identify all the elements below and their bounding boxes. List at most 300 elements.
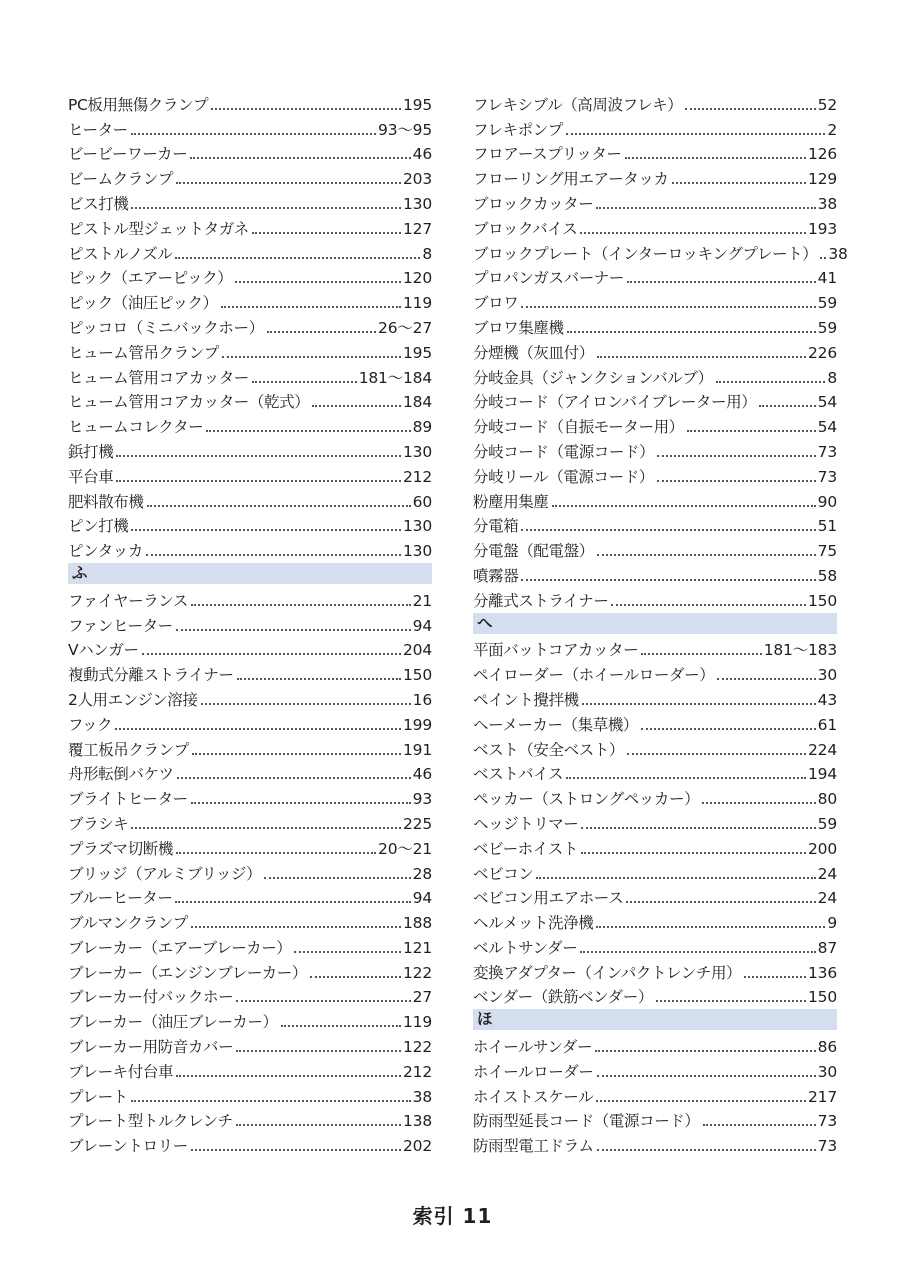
index-entry-page: 127	[403, 219, 432, 238]
index-entry-term: 鋲打機	[68, 442, 114, 461]
index-entry	[68, 1107, 432, 1132]
index-entry-term: ヒュームコレクター	[68, 418, 204, 437]
dot-leader	[759, 405, 815, 407]
index-entry-term: ヘッジトリマー	[473, 814, 579, 833]
index-entry	[68, 1057, 432, 1082]
index-entry-page: 8	[422, 244, 432, 263]
dot-leader	[252, 381, 357, 383]
index-entry-page: 93	[412, 790, 432, 809]
index-entry-page: 27	[412, 988, 432, 1007]
dot-leader	[147, 505, 411, 507]
dot-leader	[236, 1050, 401, 1052]
dot-leader	[146, 554, 401, 556]
index-entry-page: 86	[817, 1038, 837, 1057]
dot-leader	[820, 257, 826, 259]
index-entry-page: 52	[817, 95, 837, 114]
index-entry	[473, 660, 837, 685]
index-entry-term: ブレーカー（エンジンブレーカー）	[68, 963, 307, 982]
index-entry-page: 24	[817, 889, 837, 908]
index-entry-page: 51	[817, 517, 837, 536]
index-entry-page: 181～183	[763, 641, 837, 660]
index-entry	[68, 115, 432, 140]
index-entry	[68, 636, 432, 661]
index-entry-page: 130	[403, 442, 432, 461]
dot-leader	[267, 331, 376, 333]
index-entry-term: 分岐金具（ジャンクションバルブ）	[473, 368, 713, 387]
index-entry	[473, 1131, 837, 1156]
dot-leader	[176, 852, 376, 854]
index-entry	[68, 660, 432, 685]
index-entry-term: 防雨型電工ドラム	[473, 1137, 594, 1156]
dot-leader	[235, 281, 401, 283]
index-entry	[473, 983, 837, 1008]
dot-leader	[175, 901, 410, 903]
index-entry-page: 200	[808, 839, 837, 858]
index-entry-page: 43	[817, 690, 837, 709]
index-entry-term: ヒューム管用コアカッター（乾式）	[68, 393, 310, 412]
dot-leader	[221, 306, 401, 308]
dot-leader	[131, 133, 376, 135]
index-entry-page: 204	[403, 641, 432, 660]
index-entry-page: 9	[827, 914, 837, 933]
dot-leader	[264, 877, 410, 879]
index-entry	[68, 760, 432, 785]
index-entry	[68, 1032, 432, 1057]
index-entry	[68, 735, 432, 760]
dot-leader	[596, 1100, 806, 1102]
index-entry-page: 150	[808, 591, 837, 610]
index-entry-page: 59	[817, 814, 837, 833]
dot-leader	[597, 554, 816, 556]
index-entry-term: ベストバイス	[473, 765, 564, 784]
index-entry-page: 30	[817, 666, 837, 685]
index-entry	[68, 908, 432, 933]
index-entry-page: 150	[808, 988, 837, 1007]
index-entry-term: ベルトサンダー	[473, 938, 578, 957]
index-entry-term: プラズマ切断機	[68, 839, 173, 858]
index-entry-page: 26～27	[378, 318, 432, 337]
index-entry-page: 130	[403, 542, 432, 561]
dot-leader	[116, 455, 401, 457]
index-entry-term: ベンダー（鉄筋ベンダー）	[473, 988, 653, 1007]
index-entry-term: 分岐リール（電源コード）	[473, 467, 654, 486]
dot-leader	[657, 480, 816, 482]
index-entry-page: 193	[808, 219, 837, 238]
index-entry-term: ブレーカー（油圧ブレーカー）	[68, 1013, 278, 1032]
index-entry-term: ブルーヒーター	[68, 889, 173, 908]
dot-leader	[582, 703, 816, 705]
dot-leader	[115, 728, 401, 730]
index-entry	[473, 958, 837, 983]
index-entry	[473, 115, 837, 140]
index-entry-page: 119	[403, 1013, 432, 1032]
index-entry-page: 121	[403, 938, 432, 957]
index-entry-page: 150	[403, 666, 432, 685]
page-number-footer: 索引 11	[412, 1204, 493, 1228]
index-entry-term: ブレーキ付台車	[68, 1062, 174, 1081]
index-entry-term: 分離式ストライナー	[473, 591, 609, 610]
index-entry-page: 203	[403, 170, 432, 189]
index-entry	[68, 90, 432, 115]
index-entry	[473, 561, 837, 586]
dot-leader	[281, 1025, 401, 1027]
index-entry-term: 分電盤（配電盤）	[473, 542, 594, 561]
dot-leader	[611, 604, 806, 606]
index-entry-term: ブレーカー付バックホー	[68, 988, 234, 1007]
index-entry	[473, 834, 837, 859]
index-entry-page: 46	[412, 145, 432, 164]
index-entry-term: ブリッジ（アルミブリッジ）	[68, 864, 262, 883]
index-entry-page: 20～21	[378, 839, 432, 858]
index-entry-page: 195	[403, 343, 432, 362]
index-entry	[473, 735, 837, 760]
index-entry-page: 90	[817, 492, 837, 511]
dot-leader	[294, 951, 401, 953]
index-entry	[473, 288, 837, 313]
index-entry	[473, 908, 837, 933]
index-section-header: ほ	[473, 1009, 837, 1030]
index-entry	[68, 313, 432, 338]
index-entry-page: 130	[403, 194, 432, 213]
index-entry-page: 38	[412, 1087, 432, 1106]
index-entry-term: ホイストスケール	[473, 1087, 594, 1106]
index-entry	[473, 140, 837, 165]
index-entry	[473, 536, 837, 561]
dot-leader	[252, 232, 401, 234]
index-entry-page: 122	[403, 963, 432, 982]
index-entry	[473, 784, 837, 809]
index-entry-term: ブレーントロリー	[68, 1137, 188, 1156]
index-entry-page: 41	[817, 269, 837, 288]
index-section-header: へ	[473, 613, 837, 634]
index-entry-page: 73	[817, 442, 837, 461]
index-entry	[473, 636, 837, 661]
index-entry-term: フロアースプリッター	[473, 145, 622, 164]
dot-leader	[521, 579, 815, 581]
index-entry	[68, 264, 432, 289]
index-entry-page: 80	[817, 790, 837, 809]
index-entry-page: 59	[817, 294, 837, 313]
index-entry	[68, 338, 432, 363]
dot-leader	[131, 827, 401, 829]
index-entry-term: ブレーカー用防音カバー	[68, 1038, 234, 1057]
dot-leader	[567, 331, 816, 333]
index-entry-page: 195	[403, 95, 432, 114]
dot-leader	[191, 802, 411, 804]
index-entry-term: 分岐コード（電源コード）	[473, 442, 655, 461]
index-entry	[473, 462, 837, 487]
dot-leader	[310, 976, 401, 978]
index-entry-page: 194	[808, 765, 837, 784]
index-entry-term: 噴霧器	[473, 566, 519, 585]
index-entry	[473, 313, 837, 338]
index-entry-page: 191	[403, 740, 432, 759]
dot-leader	[177, 777, 411, 779]
index-entry-page: 46	[412, 765, 432, 784]
index-entry	[68, 462, 432, 487]
index-entry-term: ベビーホイスト	[473, 839, 578, 858]
index-entry-term: ベビコン用エアホース	[473, 889, 624, 908]
dot-leader	[687, 430, 816, 432]
index-entry-page: 87	[817, 938, 837, 957]
index-entry-term: ブロワ集塵機	[473, 318, 564, 337]
index-entry-term: ブレーカー（エアーブレーカー）	[68, 938, 292, 957]
index-entry-term: プレート型トルクレンチ	[68, 1112, 233, 1131]
index-entry	[473, 388, 837, 413]
index-entry-page: 60	[412, 492, 432, 511]
index-entry-term: フローリング用エアータッカ	[473, 170, 669, 189]
dot-leader	[656, 1000, 806, 1002]
index-entry	[473, 1057, 837, 1082]
index-entry-term: ビームクランプ	[68, 170, 174, 189]
index-entry-page: 181～184	[358, 368, 432, 387]
index-entry-term: ベスト（安全ベスト）	[473, 740, 625, 759]
index-entry-page: 188	[403, 914, 432, 933]
index-entry	[68, 140, 432, 165]
dot-leader	[566, 777, 806, 779]
index-entry	[473, 437, 837, 462]
index-entry-term: ヘーメーカー（集草機）	[473, 715, 639, 734]
dot-leader	[580, 951, 815, 953]
index-entry-term: ピストル型ジェットタガネ	[68, 219, 249, 238]
index-entry	[473, 189, 837, 214]
dot-leader	[237, 678, 401, 680]
index-entry	[68, 288, 432, 313]
index-entry	[473, 760, 837, 785]
index-entry-page: 94	[412, 616, 432, 635]
index-entry	[68, 710, 432, 735]
index-entry	[473, 214, 837, 239]
dot-leader	[131, 207, 401, 209]
dot-leader	[641, 653, 762, 655]
index-entry-term: ホイールサンダー	[473, 1038, 593, 1057]
dot-leader	[625, 157, 806, 159]
index-entry	[68, 363, 432, 388]
dot-leader	[191, 1149, 401, 1151]
index-entry-term: 肥料散布機	[68, 492, 144, 511]
index-entry-page: 129	[808, 170, 837, 189]
index-entry	[68, 809, 432, 834]
index-entry	[68, 784, 432, 809]
dot-leader	[201, 703, 411, 705]
index-entry-page: 58	[817, 566, 837, 585]
index-entry	[68, 1082, 432, 1107]
index-entry-page: 184	[403, 393, 432, 412]
index-entry	[68, 859, 432, 884]
dot-leader	[597, 1149, 816, 1151]
index-entry-page: 21	[412, 591, 432, 610]
dot-leader	[190, 157, 410, 159]
index-entry-term: ビス打機	[68, 194, 129, 213]
index-entry-page: 212	[403, 467, 432, 486]
index-entry-page: 224	[808, 740, 837, 759]
dot-leader	[312, 405, 401, 407]
index-entry-term: 粉塵用集塵	[473, 492, 549, 511]
dot-leader	[744, 976, 806, 978]
index-entry	[68, 437, 432, 462]
index-entry-term: ホイールローダー	[473, 1062, 594, 1081]
dot-leader	[236, 1124, 401, 1126]
dot-leader	[191, 926, 401, 928]
index-entry-term: ヒューム管用コアカッター	[68, 368, 249, 387]
index-section-header: ふ	[68, 563, 432, 584]
index-entry-term: ペッカー（ストロングペッカー）	[473, 790, 700, 809]
dot-leader	[552, 505, 816, 507]
index-entry-term: ピック（油圧ピック）	[68, 294, 218, 313]
index-entry-page: 16	[412, 690, 432, 709]
index-entry-term: 2人用エンジン溶接	[68, 690, 198, 709]
index-entry	[68, 189, 432, 214]
index-entry-term: ビービーワーカー	[68, 145, 188, 164]
index-entry-page: 136	[808, 963, 837, 982]
index-entry	[473, 809, 837, 834]
index-entry-page: 126	[808, 145, 837, 164]
index-entry-term: ブロックバイス	[473, 219, 578, 238]
dot-leader	[142, 653, 401, 655]
index-entry	[473, 1032, 837, 1057]
index-entry-term: ピック（エアーピック）	[68, 269, 233, 288]
index-column-left	[68, 90, 432, 1156]
dot-leader	[211, 108, 401, 110]
index-entry	[68, 487, 432, 512]
index-entry-page: 73	[817, 1137, 837, 1156]
dot-leader	[536, 877, 815, 879]
index-entry-page: 59	[817, 318, 837, 337]
index-entry-page: 93～95	[378, 120, 432, 139]
index-entry-term: 舟形転倒バケツ	[68, 765, 174, 784]
index-entry	[68, 1007, 432, 1032]
index-entry	[473, 1082, 837, 1107]
dot-leader	[521, 306, 815, 308]
dot-leader	[222, 356, 401, 358]
index-entry-page: 212	[403, 1062, 432, 1081]
index-entry-term: 防雨型延長コード（電源コード）	[473, 1112, 700, 1131]
index-entry-page: 217	[808, 1087, 837, 1106]
index-entry-term: ベビコン	[473, 864, 534, 883]
index-entry-page: 2	[827, 120, 837, 139]
index-entry	[473, 933, 837, 958]
index-entry	[68, 933, 432, 958]
dot-leader	[716, 381, 826, 383]
index-entry-page: 225	[403, 814, 432, 833]
index-column-right	[473, 90, 848, 1156]
dot-leader	[176, 629, 411, 631]
dot-leader	[641, 728, 816, 730]
index-entry-page: 30	[817, 1062, 837, 1081]
dot-leader	[581, 852, 806, 854]
index-entry	[68, 611, 432, 636]
index-entry-page: 120	[403, 269, 432, 288]
index-entry-term: ヒーター	[68, 120, 128, 139]
index-entry-page: 202	[403, 1137, 432, 1156]
index-entry	[68, 214, 432, 239]
index-entry-term: 平面バットコアカッター	[473, 641, 639, 660]
index-entry-page: 28	[412, 864, 432, 883]
index-entry-term: ブロックプレート（インターロッキングプレート）	[473, 244, 818, 263]
index-entry	[473, 884, 837, 909]
index-entry	[473, 363, 837, 388]
index-entry-term: ファンヒーター	[68, 616, 173, 635]
dot-leader	[626, 901, 815, 903]
index-entry-page: 130	[403, 517, 432, 536]
index-entry	[473, 859, 837, 884]
index-entry-term: 覆工板吊クランプ	[68, 740, 189, 759]
index-entry	[473, 586, 837, 611]
index-entry	[68, 586, 432, 611]
dot-leader	[627, 753, 806, 755]
index-entry	[68, 412, 432, 437]
index-entry-term: ペイント攪拌機	[473, 690, 579, 709]
dot-leader	[717, 678, 815, 680]
dot-leader	[580, 232, 806, 234]
index-entry-page: 8	[827, 368, 837, 387]
index-entry-term: 分岐コード（アイロンバイブレーター用）	[473, 393, 757, 412]
index-entry	[473, 412, 837, 437]
index-entry	[473, 512, 837, 537]
index-entry-term: 変換アダプター（インパクトレンチ用）	[473, 963, 742, 982]
index-entry-term: ブルマンクランプ	[68, 914, 188, 933]
index-entry	[473, 90, 837, 115]
dot-leader	[685, 108, 815, 110]
index-entry-page: 138	[403, 1112, 432, 1131]
dot-leader	[192, 753, 401, 755]
dot-leader	[236, 1000, 411, 1002]
index-entry-term: ブロックカッター	[473, 194, 594, 213]
dot-leader	[131, 1100, 411, 1102]
index-entry-term: 複動式分離ストライナー	[68, 666, 234, 685]
index-entry-term: ペイローダー（ホイールローダー）	[473, 666, 715, 685]
index-entry	[68, 834, 432, 859]
index-entry-page: 122	[403, 1038, 432, 1057]
index-entry-term: ピン打機	[68, 517, 129, 536]
index-entry-term: プロパンガスバーナー	[473, 269, 625, 288]
index-entry	[473, 338, 837, 363]
index-entry-page: 94	[412, 889, 432, 908]
dot-leader	[703, 1124, 816, 1126]
index-entry-term: ファイヤーランス	[68, 591, 189, 610]
index-entry	[473, 239, 848, 264]
dot-leader	[566, 133, 825, 135]
index-entry-page: 38	[817, 194, 837, 213]
index-entry-term: 分岐コード（自振モーター用）	[473, 418, 684, 437]
dot-leader	[597, 1075, 816, 1077]
index-entry	[473, 1107, 837, 1132]
index-entry-page: 38	[828, 244, 848, 263]
dot-leader	[175, 257, 420, 259]
index-entry	[68, 685, 432, 710]
index-entry-term: プレート	[68, 1087, 128, 1106]
index-entry	[68, 958, 432, 983]
dot-leader	[176, 182, 401, 184]
dot-leader	[521, 529, 815, 531]
dot-leader	[191, 604, 411, 606]
index-entry-term: フック	[68, 715, 113, 734]
dot-leader	[596, 926, 825, 928]
index-entry	[473, 264, 837, 289]
index-entry-page: 73	[817, 1112, 837, 1131]
index-entry-term: ピッコロ（ミニバックホー）	[68, 318, 264, 337]
index-entry	[68, 983, 432, 1008]
dot-leader	[627, 281, 816, 283]
dot-leader	[116, 480, 401, 482]
index-entry	[68, 884, 432, 909]
index-entry-term: ブラシキ	[68, 814, 129, 833]
dot-leader	[581, 827, 815, 829]
index-entry	[68, 239, 432, 264]
index-entry	[473, 164, 837, 189]
index-entry-term: PC板用無傷クランプ	[68, 95, 209, 114]
index-entry-term: Vハンガー	[68, 641, 139, 660]
